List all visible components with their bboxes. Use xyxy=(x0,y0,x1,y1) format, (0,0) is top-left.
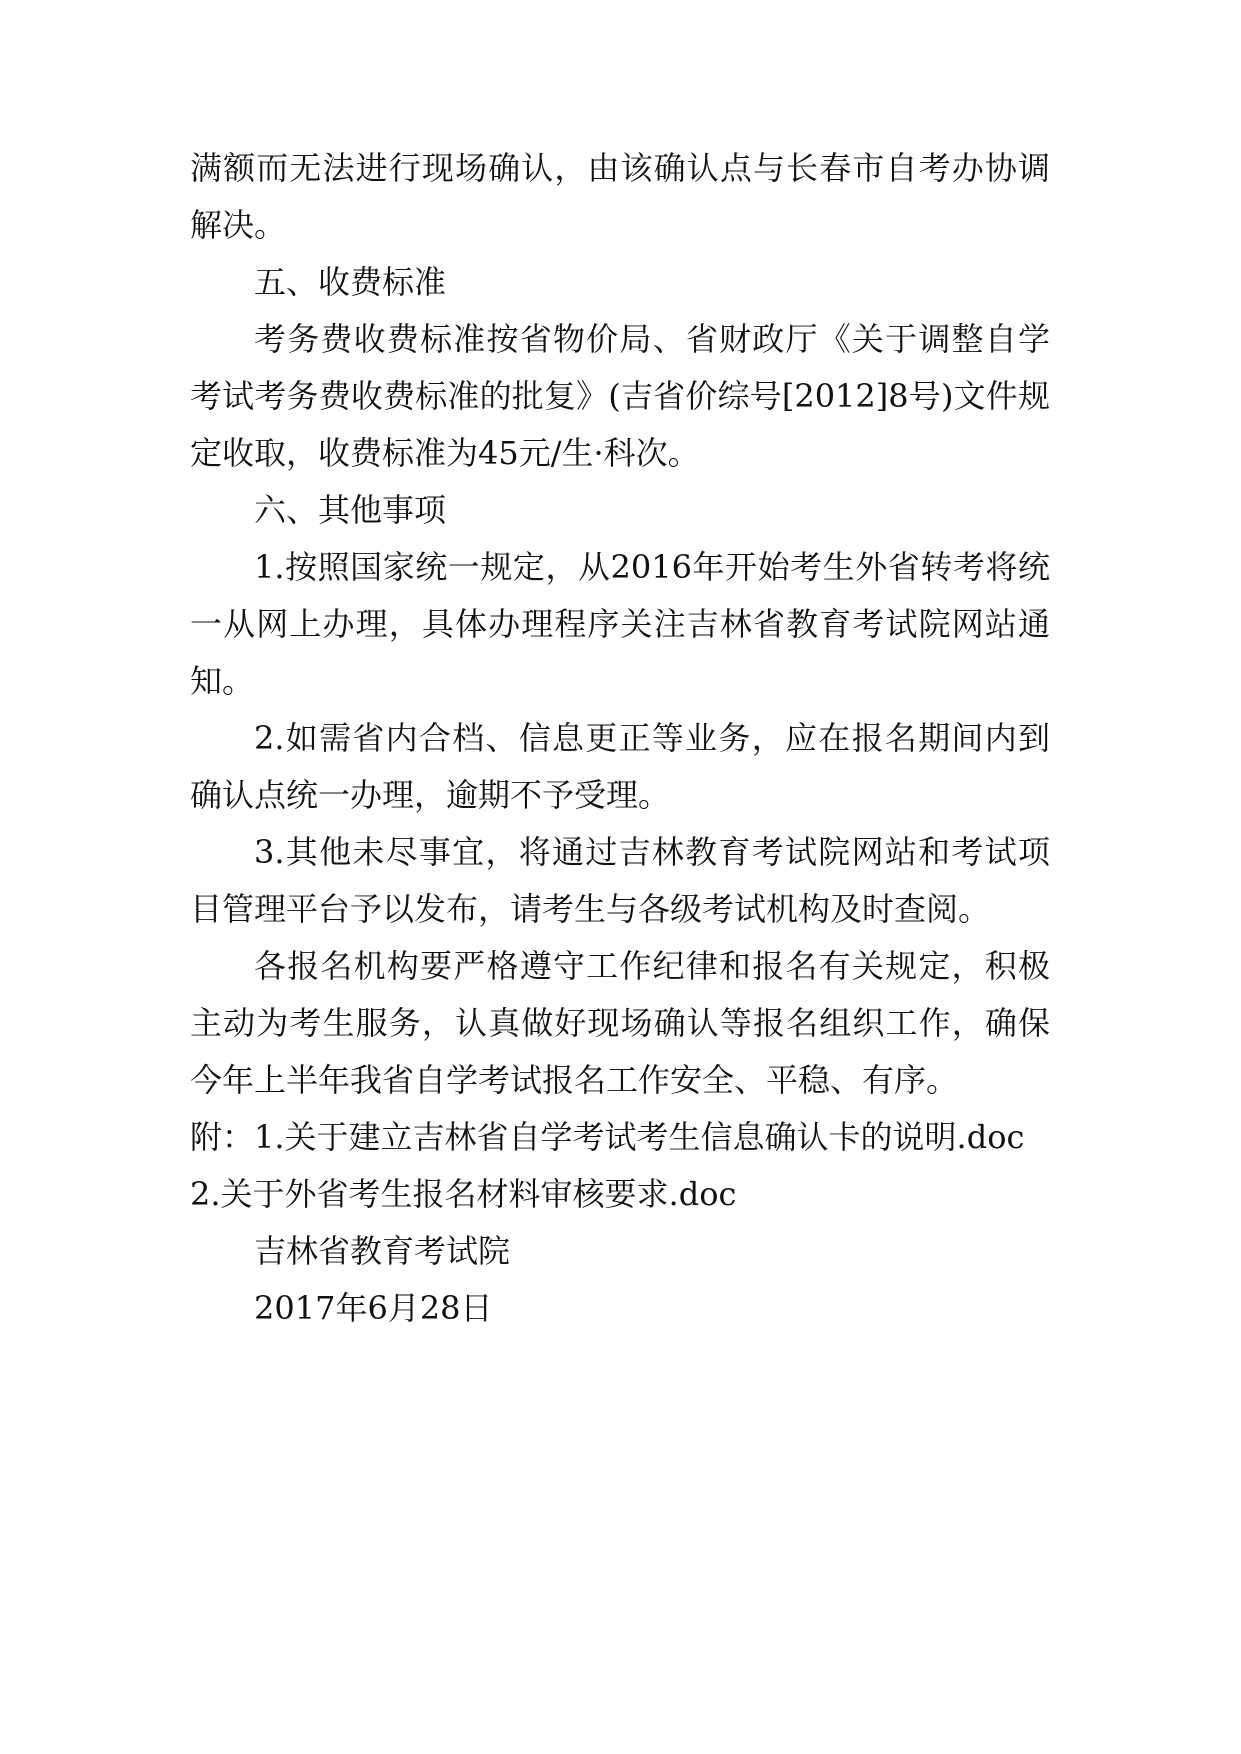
paragraph-continuation: 满额而无法进行现场确认，由该确认点与长春市自考办协调解决。 xyxy=(190,149,1050,244)
paragraph-fees: 考务费收费标准按省物价局、省财政厅《关于调整自学考试考务费收费标准的批复》(吉省价综号[2012]8号)文件规定收取，收费标准为45元/生·科次。 xyxy=(190,320,1050,472)
section-heading-fees: 五、收费标准 xyxy=(254,263,447,301)
section-heading-other-matters: 六、其他事项 xyxy=(254,491,447,529)
attachment-link-2[interactable]: 2.关于外省考生报名材料审核要求.doc xyxy=(190,1175,737,1213)
signature-organization: 吉林省教育考试院 xyxy=(254,1232,511,1270)
attachment-link-1[interactable]: 附：1.关于建立吉林省自学考试考生信息确认卡的说明.doc xyxy=(190,1118,1025,1156)
signature-date: 2017年6月28日 xyxy=(254,1289,493,1327)
list-item-1: 1.按照国家统一规定，从2016年开始考生外省转考将统一从网上办理，具体办理程序关注吉林省教育考试院网站通知。 xyxy=(190,548,1050,700)
list-item-3: 3.其他未尽事宜，将通过吉林教育考试院网站和考试项目管理平台予以发布，请考生与各级考试机构及时查阅。 xyxy=(190,833,1050,928)
list-item-2: 2.如需省内合档、信息更正等业务，应在报名期间内到确认点统一办理，逾期不予受理。 xyxy=(190,719,1050,814)
document-page xyxy=(190,140,1050,1337)
closing-paragraph: 各报名机构要严格遵守工作纪律和报名有关规定，积极主动为考生服务，认真做好现场确认等报名组织工作，确保今年上半年我省自学考试报名工作安全、平稳、有序。 xyxy=(190,947,1050,1099)
